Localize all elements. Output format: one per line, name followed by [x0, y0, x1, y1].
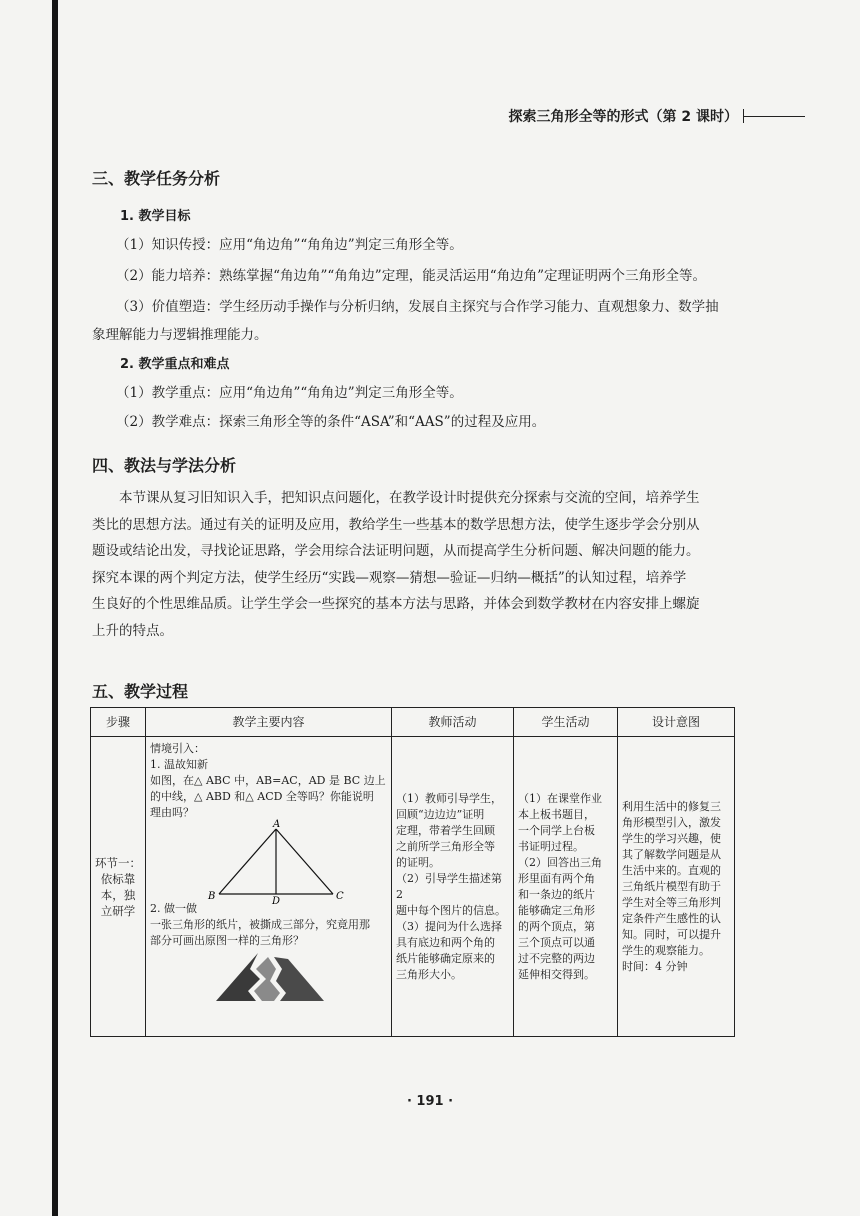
teacher-line: 具有底边和两个角的 [396, 935, 495, 949]
content-q1: 的中线，△ ABD 和△ ACD 全等吗？你能说明 [150, 790, 374, 803]
step-line: 本，独 [100, 887, 136, 902]
step-line: 依标靠 [100, 871, 136, 886]
para-line: 上升的特点。 [92, 622, 173, 639]
content-cell [146, 737, 392, 1037]
label-b: B [208, 891, 216, 902]
intent-line: 学生的学习兴趣，使 [622, 831, 721, 845]
student-line: 的两个顶点，第 [518, 919, 595, 933]
teacher-cell [392, 737, 514, 1037]
student-line: 一个同学上台板 [518, 823, 595, 837]
binding-edge [52, 0, 58, 1216]
step-line: 环节一： [95, 855, 141, 870]
header-rule [743, 116, 805, 117]
teacher-line: （1）教师引导学生， [396, 791, 502, 805]
objective-2: （2）能力培养：熟练掌握“角边角”“角角边”定理，能灵活运用“角边角”定理证明两个三角形全等。 [116, 268, 706, 284]
teacher-line: （3）提问为什么选择 [396, 919, 502, 933]
section3-title: 三、教学任务分析 [92, 169, 221, 188]
intent-line: 利用生活中的修复三 [622, 799, 721, 813]
content-review: 1. 温故知新 [150, 758, 208, 771]
segment-ac [276, 829, 333, 894]
segment-ab [219, 829, 276, 894]
teacher-line: 定理，带着学生回顾 [396, 823, 495, 837]
intent-line: 学生对全等三角形判 [622, 895, 721, 909]
student-line: 能够确定三角形 [518, 903, 595, 917]
intent-line: 生活中来的。直观的 [622, 863, 721, 877]
step-cell [91, 737, 146, 1037]
section5-title: 五、教学过程 [92, 682, 189, 701]
col-header: 设计意图 [618, 708, 735, 737]
student-line: （2）回答出三角 [518, 855, 602, 869]
label-d: D [272, 896, 281, 907]
section3-sub1: 1. 教学目标 [120, 209, 191, 224]
para-line: 探究本课的两个判定方法，使学生经历“实践—观察—猜想—验证—归纳—概括”的认知过程，培养学 [92, 569, 687, 586]
objective-3-cont: 象理解能力与逻辑推理能力。 [92, 327, 268, 343]
content-q2: 一张三角形的纸片，被撕成三部分，究竟用那 [150, 918, 370, 931]
teacher-line: 的证明。 [396, 855, 440, 869]
piece-left [216, 953, 260, 1001]
objective-1: （1）知识传授：应用“角边角”“角角边”判定三角形全等。 [116, 237, 463, 253]
intent-line: 角形模型引入，激发 [622, 815, 721, 829]
col-header: 教学主要内容 [146, 708, 392, 737]
student-line: 本上板书题目， [518, 807, 595, 821]
student-line: （1）在课堂作业 [518, 791, 602, 805]
objective-3: （3）价值塑造：学生经历动手操作与分析归纳，发展自主探究与合作学习能力、直观想象力、数学抽 [116, 299, 719, 315]
student-line: 过不完整的两边 [518, 951, 595, 965]
col-header: 教师活动 [392, 708, 514, 737]
label-c: C [336, 891, 344, 902]
label-a: A [273, 819, 281, 830]
intent-line: 知。同时，可以提升 [622, 927, 721, 941]
para-line: 类比的思想方法。通过有关的证明及应用，教给学生一些基本的数学思想方法，使学生逐步学会分别从 [92, 516, 700, 533]
intent-line: 学生的观察能力。 [622, 943, 710, 957]
header-title: 探索三角形全等的形式（第 2 课时） [508, 109, 738, 125]
page-number: · 191 · [406, 1094, 454, 1109]
section4-title: 四、教法与学法分析 [92, 456, 237, 475]
col-header: 学生活动 [514, 708, 618, 737]
intent-line: 其了解数学问题是从 [622, 847, 721, 861]
student-line: 书证明过程。 [518, 839, 584, 853]
step-line: 立研学 [100, 903, 136, 918]
teacher-line: 三角形大小。 [396, 967, 462, 981]
intent-cell [618, 737, 735, 1037]
section3-sub2: 2. 教学重点和难点 [120, 357, 230, 372]
intent-line: 定条件产生感性的认 [622, 911, 721, 925]
process-table [90, 707, 735, 1037]
intent-line: 时间：4 分钟 [622, 959, 688, 973]
keypoint-2: （2）教学难点：探索三角形全等的条件“ASA”和“AAS”的过程及应用。 [116, 414, 546, 430]
teacher-line: （2）引导学生描述第 2 [396, 871, 502, 901]
teacher-line: 题中每个图片的信息。 [396, 903, 506, 917]
content-q2: 部分可画出原图一样的三角形？ [150, 934, 304, 947]
para-line: 题设或结论出发，寻找论证思路，学会用综合法证明问题，从而提高学生分析问题、解决问题的能力。 [92, 543, 700, 559]
col-header: 步骤 [91, 708, 146, 737]
keypoint-1: （1）教学重点：应用“角边角”“角角边”判定三角形全等。 [116, 385, 463, 401]
table-row [91, 737, 735, 1037]
intent-line: 三角纸片模型有助于 [622, 879, 721, 893]
triangle-figure [150, 819, 386, 907]
teacher-line: 纸片能够确定原来的 [396, 951, 495, 965]
student-cell [514, 737, 618, 1037]
teacher-line: 回顾“边边边”证明 [396, 807, 485, 821]
student-line: 和一条边的纸片 [518, 887, 595, 901]
content-intro: 情境引入： [150, 742, 205, 755]
content-q1: 如图，在△ ABC 中，AB=AC，AD 是 BC 边上 [150, 774, 386, 787]
para-line: 本节课从复习旧知识入手，把知识点问题化，在教学设计时提供充分探索与交流的空间，培养学生 [92, 490, 700, 506]
running-header [0, 106, 860, 126]
para-line: 生良好的个性思维品质。让学生学会一些探究的基本方法与思路，并体会到数学教材在内容安排上螺旋 [92, 596, 700, 612]
piece-right [274, 957, 324, 1001]
content-do: 2. 做一做 [150, 902, 197, 915]
table-header-row [91, 708, 735, 737]
section4-paragraph [92, 485, 752, 644]
torn-triangle-figure [150, 949, 386, 1005]
student-line: 形里面有两个角 [518, 871, 595, 885]
content-q1: 理由吗？ [150, 806, 194, 819]
student-line: 延伸相交得到。 [518, 967, 595, 981]
teacher-line: 之前所学三角形全等 [396, 839, 495, 853]
student-line: 三个顶点可以通 [518, 935, 595, 949]
